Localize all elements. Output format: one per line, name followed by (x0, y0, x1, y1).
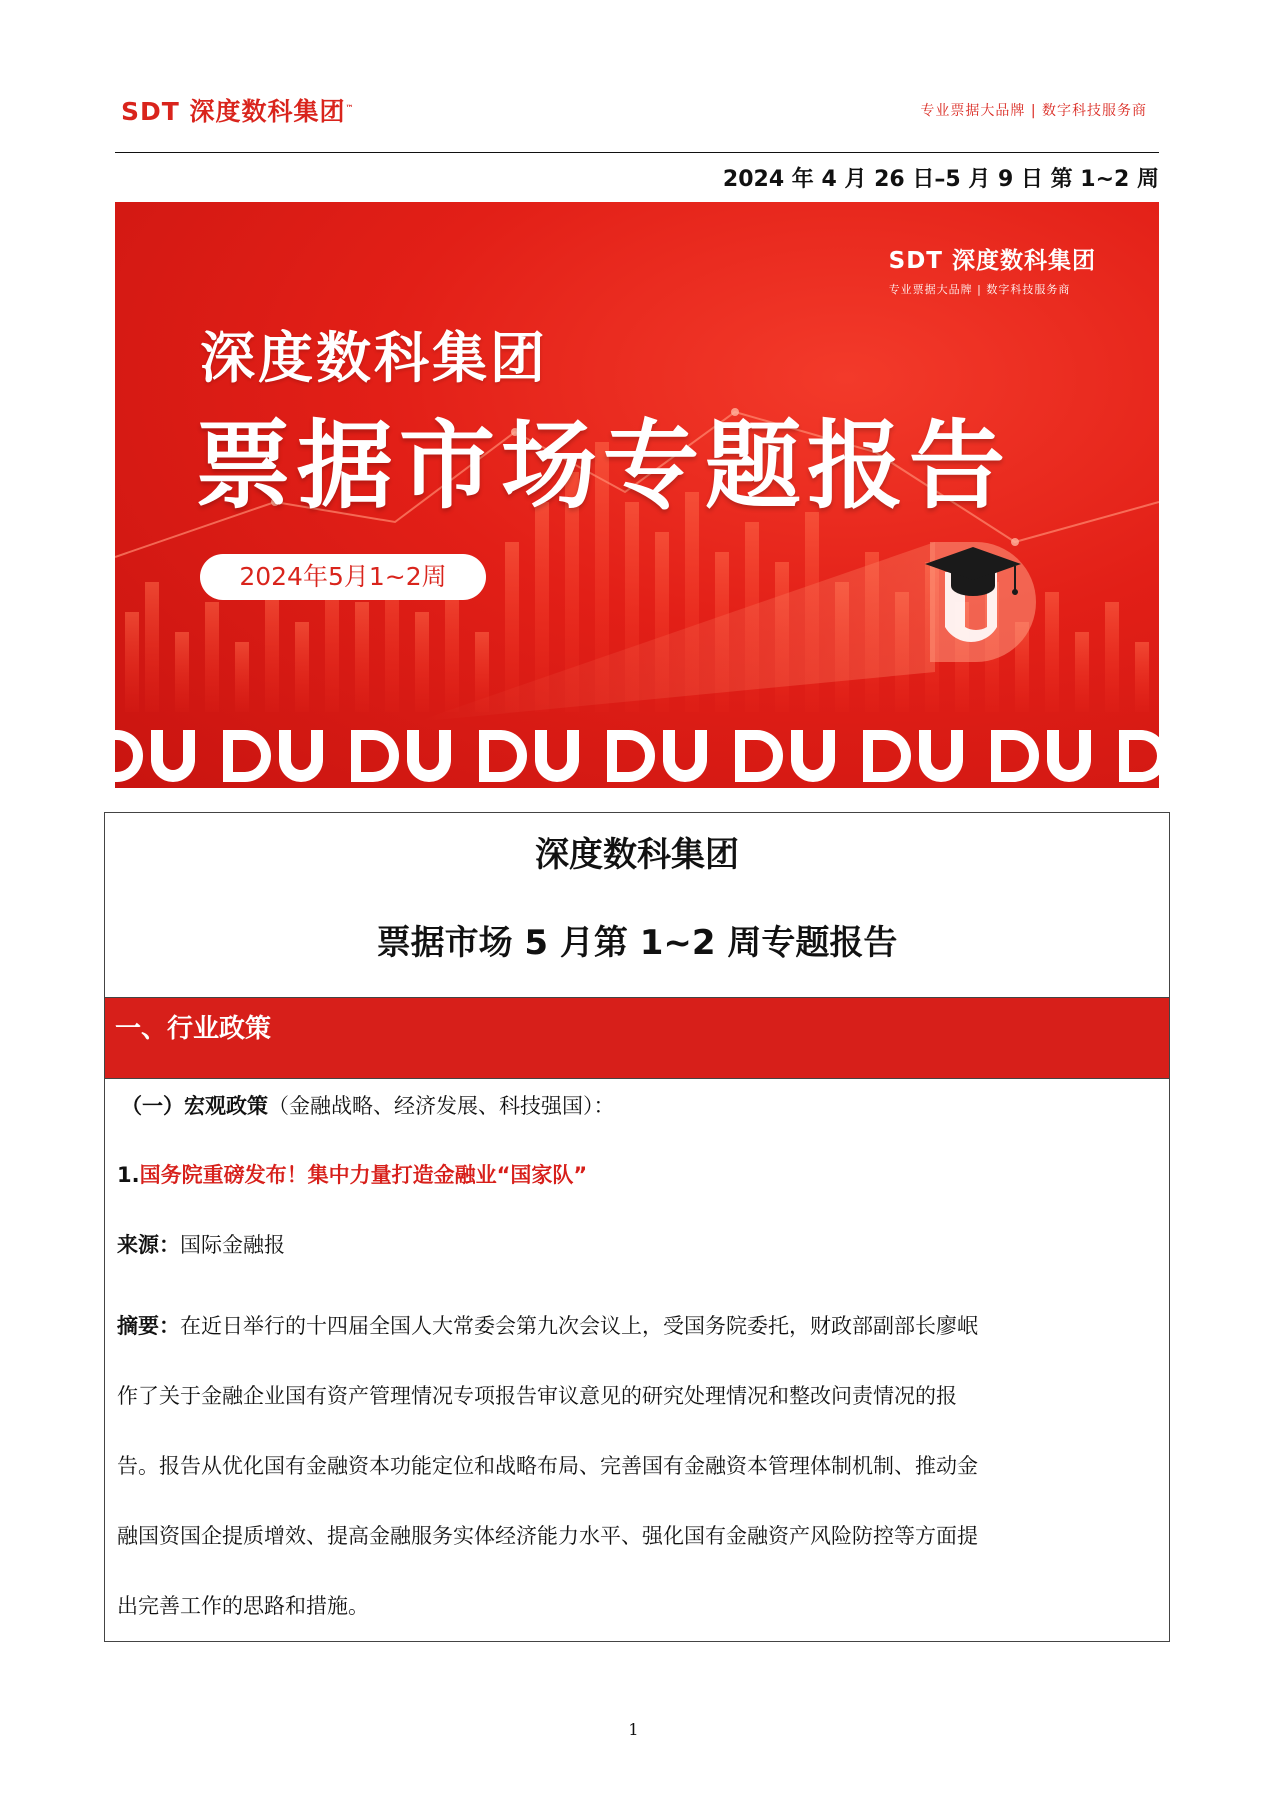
news-summary (117, 1291, 1157, 1641)
summary-text: 在近日举行的十四届全国人大常委会第九次会议上，受国务院委托，财政部副部长廖岷 (180, 1314, 978, 1338)
section-heading: 一、行业政策 (115, 1014, 272, 1044)
logo-text: SDT 深度数科集团 (121, 97, 346, 126)
summary-line (117, 1291, 1157, 1361)
news-item-headline: 国务院重磅发布！集中力量打造金融业“国家队” (139, 1163, 588, 1187)
news-item-number: 1. (117, 1163, 140, 1187)
news-source (117, 1229, 285, 1259)
banner-title: 票据市场专题报告 (195, 410, 1011, 522)
header-tagline: 专业票据大品牌 | 数字科技服务商 (920, 103, 1147, 119)
page-number: 1 (628, 1720, 639, 1739)
section-heading-bar (105, 997, 1169, 1079)
company-logo (121, 92, 355, 128)
summary-line: 出完善工作的思路和措施。 (117, 1594, 369, 1618)
banner-logo-text: SDT 深度数科集团 (888, 248, 1096, 274)
report-org-name: 深度数科集团 (535, 835, 739, 875)
report-date-range: 2024 年 4 月 26 日–5 月 9 日 第 1~2 周 (722, 167, 1159, 192)
report-title: 票据市场 5 月第 1~2 周专题报告 (376, 923, 898, 963)
summary-line: 融国资国企提质增效、提高金融服务实体经济能力水平、强化国有金融资产风险防控等方面提 (117, 1524, 978, 1548)
header-divider (115, 152, 1159, 153)
sub-heading-bold: （一）宏观政策 (121, 1094, 268, 1118)
sub-heading (121, 1090, 615, 1120)
source-value: 国际金融报 (180, 1233, 285, 1257)
news-item-title (117, 1159, 587, 1189)
page-header (115, 86, 1159, 126)
summary-label: 摘要： (117, 1314, 180, 1338)
summary-line: 告。报告从优化国有金融资本功能定位和战略布局、完善国有金融资本管理体制机制、推动金 (117, 1454, 978, 1478)
sub-heading-normal: （金融战略、经济发展、科技强国）： (268, 1094, 615, 1118)
source-label: 来源： (117, 1233, 180, 1257)
summary-line: 作了关于金融企业国有资产管理情况专项报告审议意见的研究处理情况和整改问责情况的报 (117, 1384, 957, 1408)
banner-logo (889, 242, 1096, 297)
report-banner (115, 202, 1159, 788)
report-content-box (104, 812, 1170, 1642)
banner-period-pill: 2024年5月1~2周 (200, 554, 486, 600)
banner-bottom-pattern (115, 730, 1159, 782)
banner-company-name: 深度数科集团 (200, 326, 549, 390)
banner-logo-tagline: 专业票据大品牌 | 数字科技服务商 (888, 283, 1071, 296)
trademark-mark: ™ (345, 103, 355, 113)
